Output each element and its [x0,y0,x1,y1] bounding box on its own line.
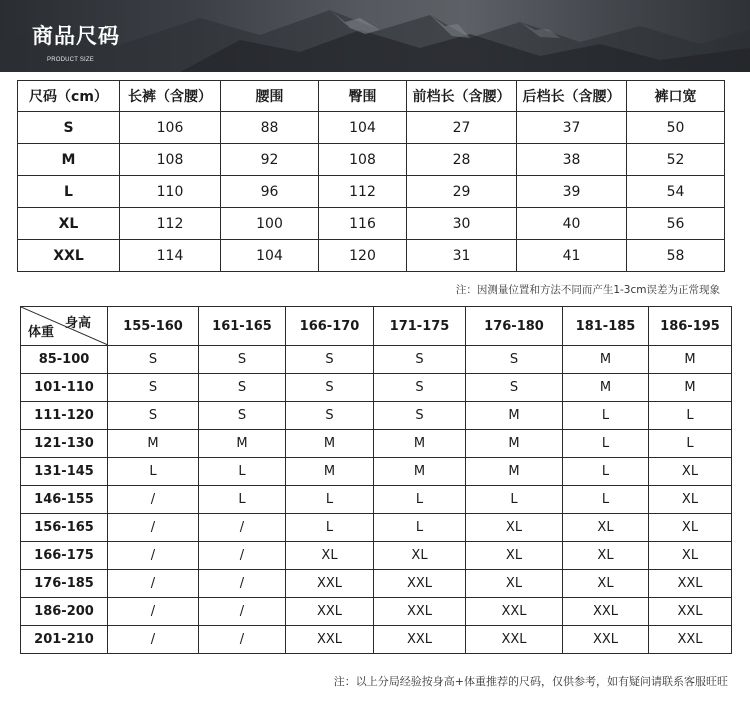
recommended-size-cell: XXL [374,598,466,626]
measurement-cell: 54 [627,176,725,208]
height-range-header: 171-175 [374,307,466,346]
recommended-size-cell: XXL [649,598,732,626]
recommended-size-cell: XL [649,542,732,570]
recommended-size-cell: XL [649,486,732,514]
recommended-size-cell: L [563,458,649,486]
recommended-size-cell: / [108,486,199,514]
measurement-cell: 112 [120,208,221,240]
recommended-size-cell: XL [563,542,649,570]
recommended-size-cell: L [563,430,649,458]
size-recommendation-table [20,306,732,654]
size-table-header-row [18,81,725,112]
height-range-header: 161-165 [199,307,286,346]
measurement-cell: 108 [120,144,221,176]
weight-axis-label: 体重 [28,325,55,340]
page-subtitle: PRODUCT SIZE [47,57,94,63]
measurement-cell: 100 [221,208,319,240]
recommended-size-cell: L [649,430,732,458]
recommended-size-cell: XXL [374,570,466,598]
measurement-cell: 58 [627,240,725,272]
recommended-size-cell: XL [466,514,563,542]
recommended-size-cell: XXL [286,598,374,626]
weight-range-cell: 101-110 [21,374,108,402]
hip-column-header: 臀围 [319,81,407,112]
recommended-size-cell: / [108,626,199,654]
weight-range-cell: 186-200 [21,598,108,626]
weight-range-cell: 156-165 [21,514,108,542]
recommended-size-cell: XL [466,542,563,570]
recommend-table-row [21,458,732,486]
recommended-size-cell: S [374,346,466,374]
measurement-cell: 28 [407,144,517,176]
recommend-table-row [21,626,732,654]
recommended-size-cell: / [108,598,199,626]
height-range-header: 155-160 [108,307,199,346]
measurement-cell: 27 [407,112,517,144]
height-range-header: 166-170 [286,307,374,346]
recommended-size-cell: M [286,430,374,458]
recommended-size-cell: S [286,402,374,430]
weight-range-cell: 131-145 [21,458,108,486]
recommended-size-cell: M [563,346,649,374]
recommended-size-cell: XXL [649,570,732,598]
recommended-size-cell: M [649,374,732,402]
recommendation-note: 注：以上分局经验按身高+体重推荐的尺码，仅供参考，如有疑问请联系客服旺旺 [333,675,728,688]
recommend-table-row [21,486,732,514]
recommended-size-cell: S [286,346,374,374]
front-rise-column-header: 前档长（含腰） [407,81,517,112]
size-table-row [18,176,725,208]
recommended-size-cell: / [199,514,286,542]
recommended-size-cell: M [649,346,732,374]
recommend-table-row [21,542,732,570]
recommended-size-cell: S [108,402,199,430]
recommended-size-cell: S [199,374,286,402]
recommended-size-cell: S [374,402,466,430]
recommended-size-cell: / [108,514,199,542]
size-table-row [18,144,725,176]
recommended-size-cell: S [108,346,199,374]
measurement-cell: 40 [517,208,627,240]
recommended-size-cell: L [563,486,649,514]
recommended-size-cell: XL [466,570,563,598]
measurement-cell: 38 [517,144,627,176]
recommended-size-cell: M [286,458,374,486]
recommended-size-cell: XL [563,514,649,542]
back-rise-column-header: 后档长（含腰） [517,81,627,112]
measurement-cell: 112 [319,176,407,208]
recommended-size-cell: L [199,458,286,486]
length-column-header: 长裤（含腰） [120,81,221,112]
recommended-size-cell: M [108,430,199,458]
recommended-size-cell: L [286,486,374,514]
measurement-cell: 88 [221,112,319,144]
weight-range-cell: 85-100 [21,346,108,374]
recommended-size-cell: M [563,374,649,402]
page-title: 商品尺码 [32,24,120,48]
recommended-size-cell: L [563,402,649,430]
height-axis-label: 身高 [64,316,91,331]
measurement-cell: 31 [407,240,517,272]
recommend-table-row [21,514,732,542]
recommend-table-body [21,346,732,654]
size-label-cell: XXL [18,240,120,272]
recommended-size-cell: S [374,374,466,402]
recommended-size-cell: L [199,486,286,514]
recommended-size-cell: XXL [649,626,732,654]
recommended-size-cell: S [286,374,374,402]
recommended-size-cell: / [199,626,286,654]
recommended-size-cell: S [466,346,563,374]
header-banner [0,0,750,72]
size-column-header: 尺码（cm） [18,81,120,112]
measurement-cell: 37 [517,112,627,144]
height-range-header: 181-185 [563,307,649,346]
recommended-size-cell: L [649,402,732,430]
weight-range-cell: 146-155 [21,486,108,514]
recommended-size-cell: M [374,458,466,486]
recommend-table-header-row [21,307,732,346]
measurement-cell: 56 [627,208,725,240]
height-range-header: 176-180 [466,307,563,346]
recommended-size-cell: / [108,542,199,570]
measurement-cell: 108 [319,144,407,176]
recommend-table-row [21,374,732,402]
recommend-table-row [21,346,732,374]
recommended-size-cell: XXL [563,626,649,654]
measurement-note: 注：因测量位置和方法不同而产生1-3cm误差为正常现象 [455,284,720,296]
weight-range-cell: 166-175 [21,542,108,570]
measurement-cell: 96 [221,176,319,208]
measurement-cell: 29 [407,176,517,208]
recommended-size-cell: S [199,346,286,374]
height-range-header: 186-195 [649,307,732,346]
recommended-size-cell: / [199,598,286,626]
recommended-size-cell: S [108,374,199,402]
recommended-size-cell: L [374,514,466,542]
measurement-cell: 41 [517,240,627,272]
measurement-cell: 120 [319,240,407,272]
size-measurement-table [17,80,725,272]
weight-range-cell: 111-120 [21,402,108,430]
leg-opening-column-header: 裤口宽 [627,81,725,112]
recommended-size-cell: L [286,514,374,542]
recommended-size-cell: L [374,486,466,514]
recommended-size-cell: XXL [563,598,649,626]
weight-range-cell: 201-210 [21,626,108,654]
size-table-row [18,240,725,272]
size-table-body [18,112,725,272]
weight-range-cell: 176-185 [21,570,108,598]
recommended-size-cell: XL [649,514,732,542]
recommended-size-cell: XXL [466,598,563,626]
weight-range-cell: 121-130 [21,430,108,458]
recommended-size-cell: XL [286,542,374,570]
recommended-size-cell: XXL [374,626,466,654]
recommended-size-cell: M [466,402,563,430]
size-label-cell: M [18,144,120,176]
measurement-cell: 116 [319,208,407,240]
recommend-table-row [21,570,732,598]
recommended-size-cell: XXL [286,626,374,654]
recommended-size-cell: / [108,570,199,598]
recommend-table-row [21,598,732,626]
recommended-size-cell: S [466,374,563,402]
recommended-size-cell: M [466,458,563,486]
recommend-table-row [21,402,732,430]
recommended-size-cell: M [199,430,286,458]
size-label-cell: XL [18,208,120,240]
size-table-row [18,208,725,240]
measurement-cell: 104 [319,112,407,144]
measurement-cell: 104 [221,240,319,272]
recommended-size-cell: XL [374,542,466,570]
height-weight-corner-cell [21,307,108,346]
recommended-size-cell: M [466,430,563,458]
recommended-size-cell: L [466,486,563,514]
measurement-cell: 52 [627,144,725,176]
measurement-cell: 50 [627,112,725,144]
measurement-cell: 39 [517,176,627,208]
recommended-size-cell: XXL [466,626,563,654]
recommend-table-row [21,430,732,458]
waist-column-header: 腰围 [221,81,319,112]
measurement-cell: 106 [120,112,221,144]
recommended-size-cell: / [199,570,286,598]
recommended-size-cell: S [199,402,286,430]
recommended-size-cell: XXL [286,570,374,598]
recommended-size-cell: XL [649,458,732,486]
size-label-cell: L [18,176,120,208]
recommended-size-cell: / [199,542,286,570]
measurement-cell: 30 [407,208,517,240]
size-table-row [18,112,725,144]
recommended-size-cell: XL [563,570,649,598]
measurement-cell: 110 [120,176,221,208]
size-label-cell: S [18,112,120,144]
recommended-size-cell: M [374,430,466,458]
measurement-cell: 114 [120,240,221,272]
measurement-cell: 92 [221,144,319,176]
recommended-size-cell: L [108,458,199,486]
